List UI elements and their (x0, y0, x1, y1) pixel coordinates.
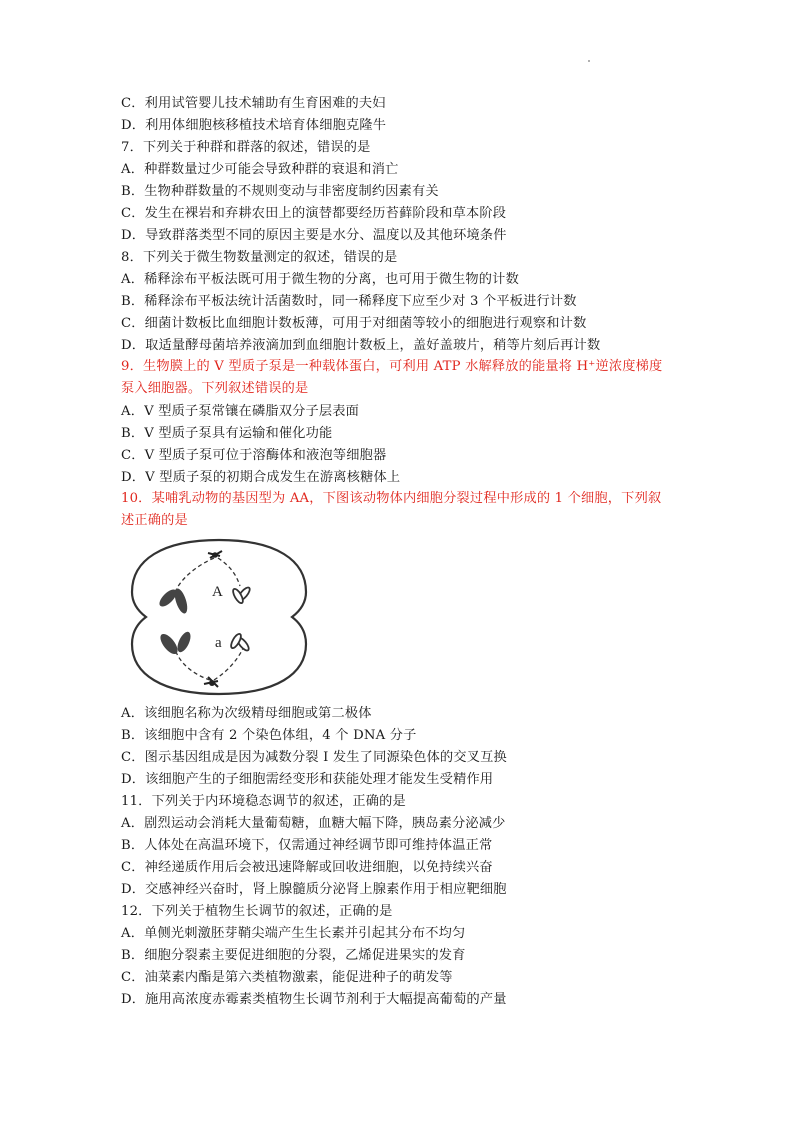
q8-option-b: B．稀释涂布平板法统计活菌数时，同一稀释度下应至少对 3 个平板进行计数 (121, 294, 577, 309)
q7-option-d: D．导致群落类型不同的原因主要是水分、温度以及其他环境条件 (121, 228, 507, 243)
q12-option-c: C．油菜素内酯是第六类植物激素，能促进种子的萌发等 (121, 970, 453, 985)
q11-option-a: A．剧烈运动会消耗大量葡萄糖，血糖大幅下降，胰岛素分泌减少 (121, 816, 506, 831)
q11-option-b: B．人体处在高温环境下，仅需通过神经调节即可维持体温正常 (121, 838, 493, 853)
q9-option-c: C．V 型质子泵可位于溶酶体和液泡等细胞器 (121, 448, 387, 463)
q9-option-b: B．V 型质子泵具有运输和催化功能 (121, 426, 333, 441)
q12-option-a: A．单侧光刺激胚芽鞘尖端产生生长素并引起其分布不均匀 (121, 926, 466, 941)
q6-option-d: D．利用体细胞核移植技术培育体细胞克隆牛 (121, 118, 387, 133)
spindle-fibers (174, 558, 244, 680)
q12-stem: 12．下列关于植物生长调节的叙述，正确的是 (121, 904, 393, 919)
dark-chromosome-upper (157, 587, 190, 615)
q7-option-a: A．种群数量过少可能会导致种群的衰退和消亡 (121, 162, 399, 177)
cell-division-figure (126, 534, 312, 700)
q10-stem-line2: 述正确的是 (121, 513, 188, 528)
q10-option-a: A．该细胞名称为次级精母细胞或第二极体 (121, 706, 372, 721)
q9-option-d: D．V 型质子泵的初期合成发生在游离核糖体上 (121, 470, 401, 485)
light-chromosome-upper (231, 586, 251, 605)
q8-option-c: C．细菌计数板比血细胞计数板薄，可用于对细菌等较小的细胞进行观察和计数 (121, 316, 587, 331)
q10-option-b: B．该细胞中含有 2 个染色体组，4 个 DNA 分子 (121, 728, 417, 743)
q9-option-a: A．V 型质子泵常镶在磷脂双分子层表面 (121, 404, 360, 419)
q7-option-c: C．发生在裸岩和弃耕农田上的演替都要经历苔藓阶段和草本阶段 (121, 206, 507, 221)
scan-dot (588, 60, 590, 62)
q11-option-d: D．交感神经兴奋时，肾上腺髓质分泌肾上腺素作用于相应靶细胞 (121, 882, 507, 897)
q8-stem: 8．下列关于微生物数量测定的叙述，错误的是 (121, 250, 398, 265)
q12-option-b: B．细胞分裂素主要促进细胞的分裂，乙烯促进果实的发育 (121, 948, 466, 963)
q10-stem-line1: 10．某哺乳动物的基因型为 AA，下图该动物体内细胞分裂过程中形成的 1 个细胞，下列叙 (121, 491, 662, 506)
q12-option-d: D．施用高浓度赤霉素类植物生长调节剂利于大幅提高葡萄的产量 (121, 992, 507, 1007)
q8-option-d: D．取适量酵母菌培养液滴加到血细胞计数板上，盖好盖玻片，稍等片刻后再计数 (121, 338, 601, 353)
dark-chromosome-lower (157, 630, 193, 657)
q7-stem: 7．下列关于种群和群落的叙述，错误的是 (121, 140, 371, 155)
q10-option-c: C．图示基因组成是因为减数分裂 I 发生了同源染色体的交叉互换 (121, 750, 507, 765)
gene-label-upper: A (212, 584, 223, 600)
q9-stem-line2: 泵入细胞器。下列叙述错误的是 (121, 381, 309, 396)
q8-option-a: A．稀释涂布平板法既可用于微生物的分离，也可用于微生物的计数 (121, 272, 519, 287)
light-chromosome-lower (229, 632, 250, 652)
gene-label-lower: a (215, 635, 222, 651)
centriole-top (208, 551, 222, 558)
q11-stem: 11．下列关于内环境稳态调节的叙述，正确的是 (121, 794, 406, 809)
q6-option-c: C．利用试管婴儿技术辅助有生育困难的夫妇 (121, 96, 386, 111)
q9-stem-line1: 9．生物膜上的 V 型质子泵是一种载体蛋白，可利用 ATP 水解释放的能量将 H⁺逆浓度梯度 (121, 359, 663, 374)
cell-membrane (132, 540, 306, 694)
q10-option-d: D．该细胞产生的子细胞需经变形和获能处理才能发生受精作用 (121, 772, 494, 787)
q7-option-b: B．生物种群数量的不规则变动与非密度制约因素有关 (121, 184, 439, 199)
q11-option-c: C．神经递质作用后会被迅速降解或回收进细胞，以免持续兴奋 (121, 860, 493, 875)
